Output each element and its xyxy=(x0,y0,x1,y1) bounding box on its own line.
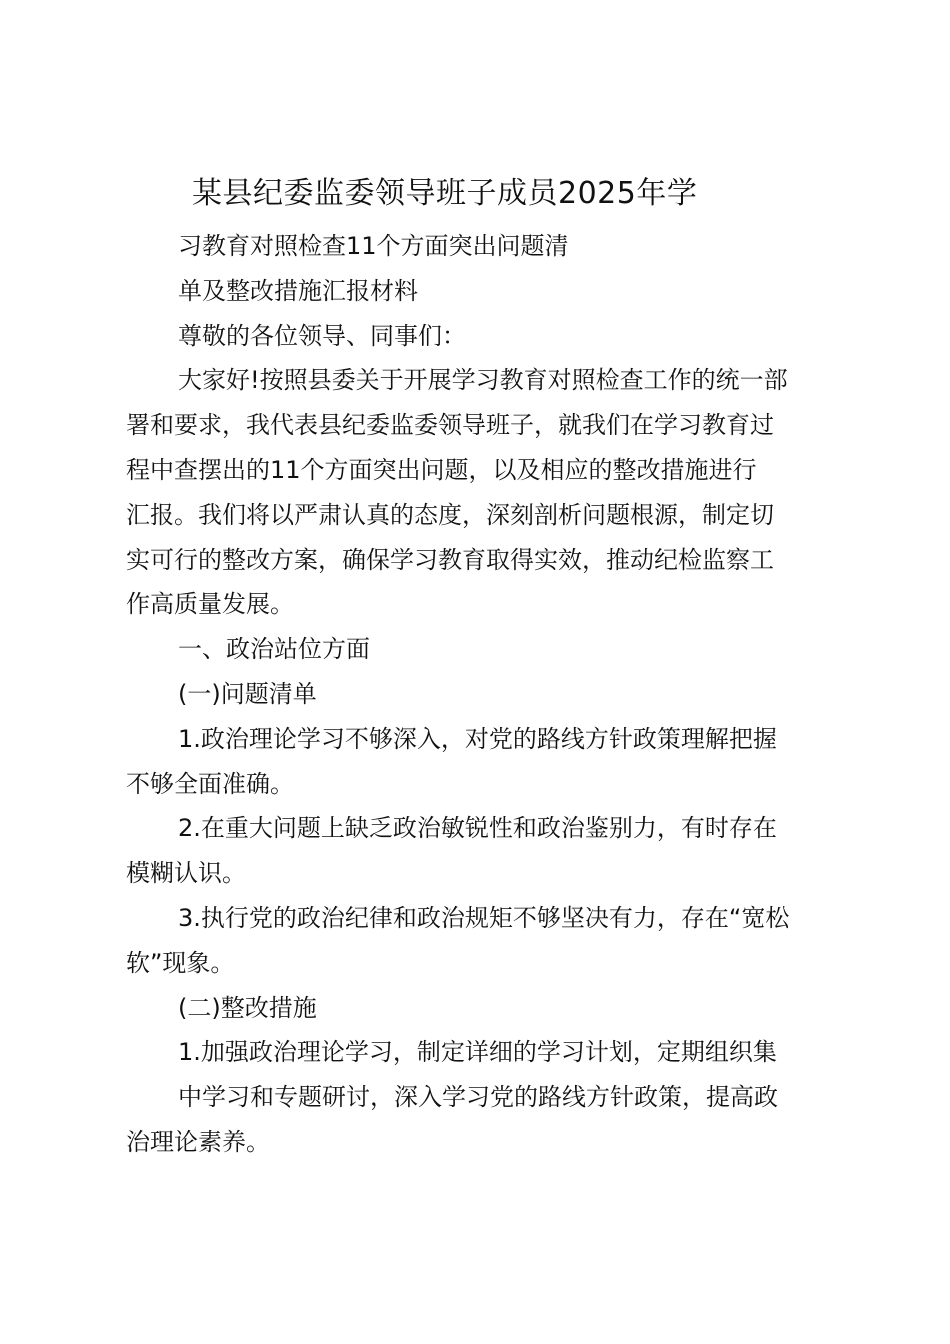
subsection-heading: (二)整改措施 xyxy=(178,993,317,1022)
list-item-continued: 中学习和专题研讨，深入学习党的路线方针政策，提高政 xyxy=(178,1083,778,1112)
text-line: 作高质量发展。 xyxy=(126,590,294,619)
text-line: 大家好!按照县委关于开展学习教育对照检查工作的统一部 xyxy=(178,366,788,395)
text-line: 尊敬的各位领导、同事们： xyxy=(178,321,466,350)
section-heading: 一、政治站位方面 xyxy=(178,635,370,664)
text-line: 实可行的整改方案，确保学习教育取得实效，推动纪检监察工 xyxy=(126,545,774,574)
text-line: 程中查摆出的11个方面突出问题，以及相应的整改措施进行 xyxy=(126,455,757,484)
document-title: 某县纪委监委领导班子成员2025年学 xyxy=(192,176,698,211)
list-item: 3.执行党的政治纪律和政治规矩不够坚决有力，存在“宽松 xyxy=(178,903,790,932)
subsection-heading: (一)问题清单 xyxy=(178,679,317,708)
text-line: 汇报。我们将以严肃认真的态度，深刻剖析问题根源，制定切 xyxy=(126,500,774,529)
text-line: 单及整改措施汇报材料 xyxy=(178,276,418,305)
list-item-continued: 软”现象。 xyxy=(126,948,235,977)
list-item: 1.加强政治理论学习，制定详细的学习计划，定期组织集 xyxy=(178,1038,777,1067)
list-item-continued: 不够全面准确。 xyxy=(126,769,294,798)
list-item: 1.政治理论学习不够深入，对党的路线方针政策理解把握 xyxy=(178,724,777,753)
list-item-continued: 模糊认识。 xyxy=(126,859,246,888)
text-line: 习教育对照检查11个方面突出问题清 xyxy=(178,232,569,260)
list-item: 2.在重大问题上缺乏政治敏锐性和政治鉴别力，有时存在 xyxy=(178,814,777,843)
text-line: 署和要求，我代表县纪委监委领导班子，就我们在学习教育过 xyxy=(126,411,774,440)
document-body xyxy=(126,224,826,1165)
list-item-continued: 治理论素养。 xyxy=(126,1127,270,1156)
